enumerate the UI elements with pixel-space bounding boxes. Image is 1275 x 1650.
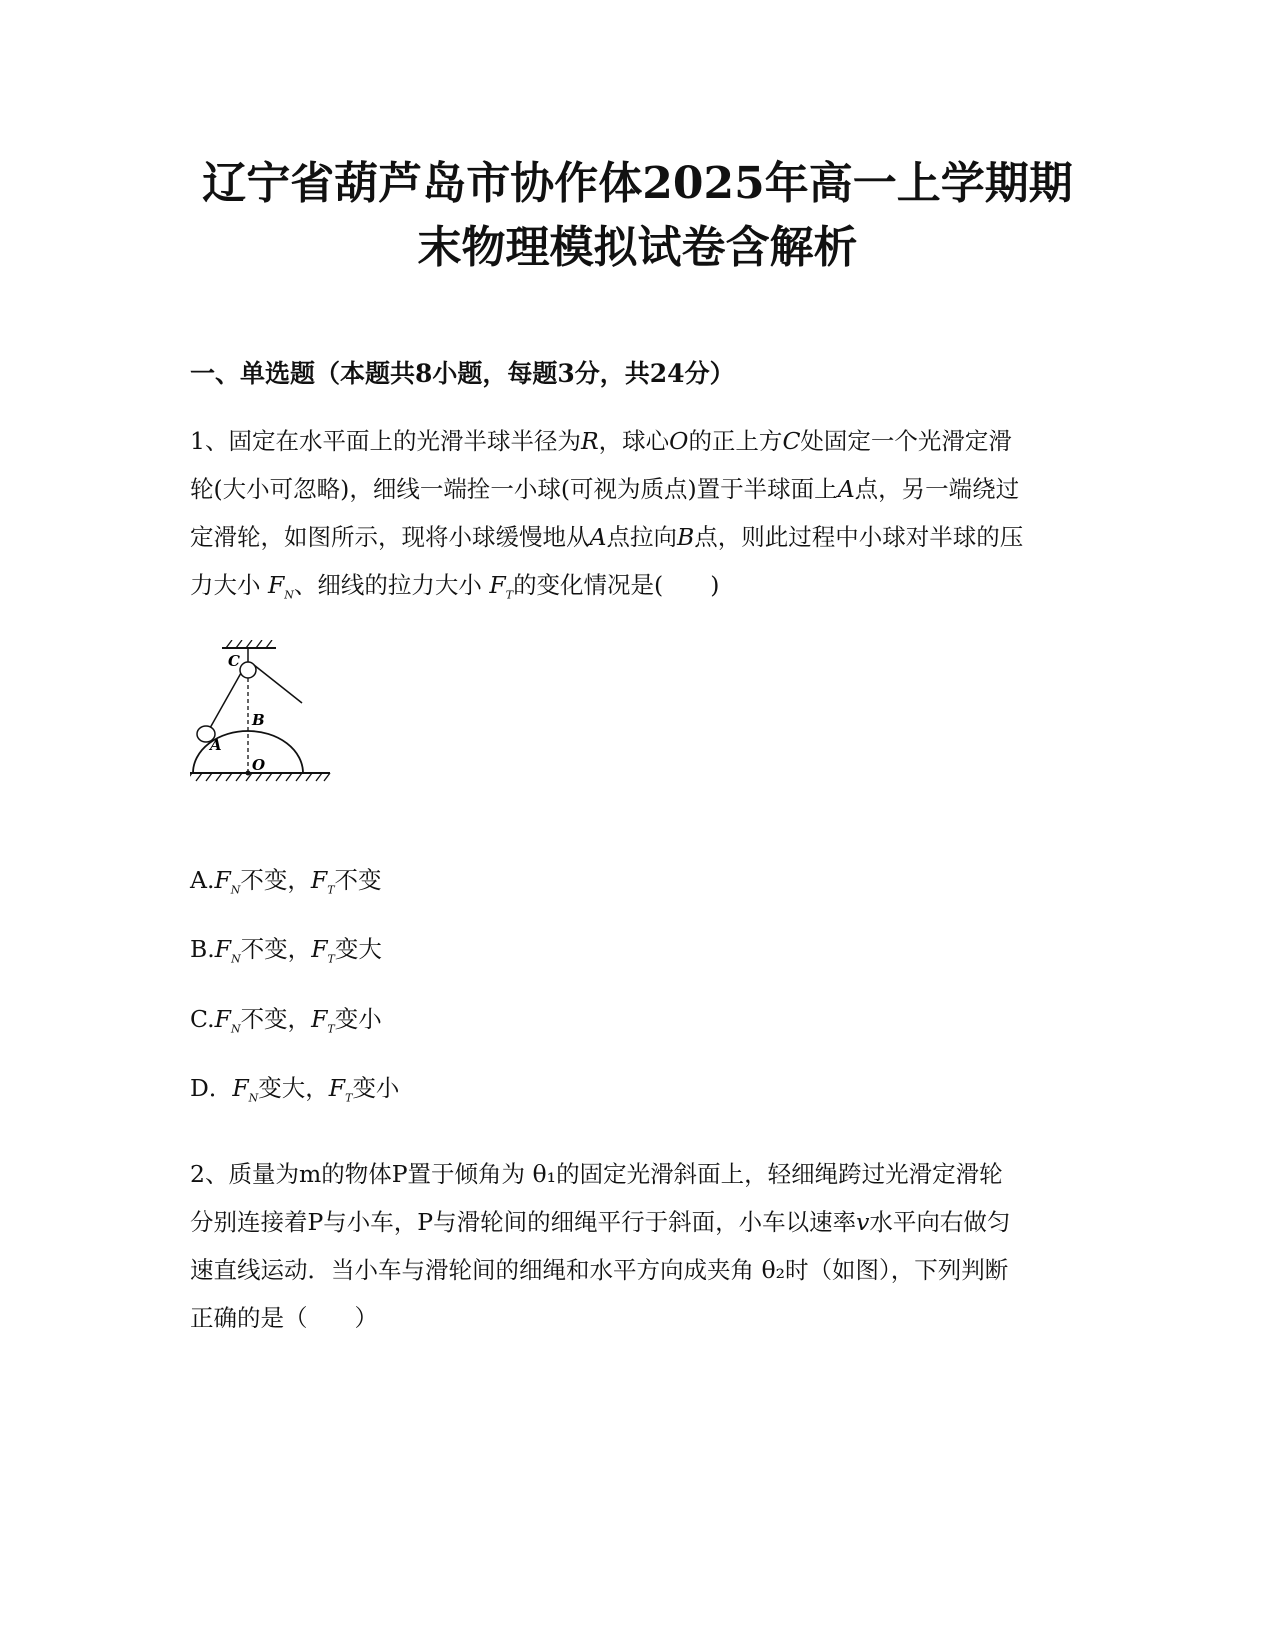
question-1-figure <box>190 640 360 830</box>
question-2-line-2: 分别连接着P与小车，P与滑轮间的细绳平行于斜面，小车以速率v水平向右做匀 <box>190 1208 1011 1236</box>
title-line-1: 辽宁省葫芦岛市协作体2025年高一上学期期 <box>202 158 1073 209</box>
center-point <box>246 771 251 776</box>
document-title <box>150 152 1125 280</box>
question-1-line-1: 1、固定在水平面上的光滑半球半径为R，球心O的正上方C处固定一个光滑定滑 <box>190 427 1012 455</box>
title-line-2: 末物理模拟试卷含解析 <box>417 222 858 273</box>
label-o: O <box>252 756 266 774</box>
question-2-text <box>190 1150 1100 1342</box>
question-2-line-1: 2、质量为m的物体P置于倾角为 θ₁的固定光滑斜面上，轻细绳跨过光滑定滑轮 <box>190 1160 1003 1188</box>
pulley-circle <box>240 662 256 678</box>
rope-to-ball <box>210 673 241 728</box>
ground-hatch <box>190 773 330 781</box>
label-b: B <box>252 711 265 729</box>
option-c: $C.F_N$不变，$F_T$变小 <box>190 1005 382 1036</box>
question-2-line-3: 速直线运动．当小车与滑轮间的细绳和水平方向成夹角 θ₂时（如图），下列判断 <box>190 1256 1009 1284</box>
question-1-text <box>190 417 1100 620</box>
question-1-line-4: 力大小 $F_N$、细线的拉力大小 $F_T$的变化情况是( ) <box>190 571 720 602</box>
label-a: A <box>210 736 222 754</box>
question-1-line-2: 轮(大小可忽略)，细线一端拴一小球(可视为质点)置于半球面上A点，另一端绕过 <box>190 475 1020 503</box>
section-heading: 一、单选题（本题共8小题，每题3分，共24分） <box>190 359 735 388</box>
question-2-line-4: 正确的是（ ） <box>190 1304 378 1332</box>
option-b: $B.F_N$不变，$F_T$变大 <box>190 935 382 966</box>
hemisphere-pulley-diagram <box>190 640 360 830</box>
ceiling-hatch <box>226 640 272 648</box>
rope-right <box>254 665 302 703</box>
question-1-line-3: 定滑轮，如图所示，现将小球缓慢地从A点拉向B点，则此过程中小球对半球的压 <box>190 523 1024 551</box>
option-a: $A.F_N$不变，$F_T$不变 <box>190 866 382 897</box>
option-d: D．$F_N$变大，$F_T$变小 <box>190 1074 400 1105</box>
label-c: C <box>228 652 240 670</box>
